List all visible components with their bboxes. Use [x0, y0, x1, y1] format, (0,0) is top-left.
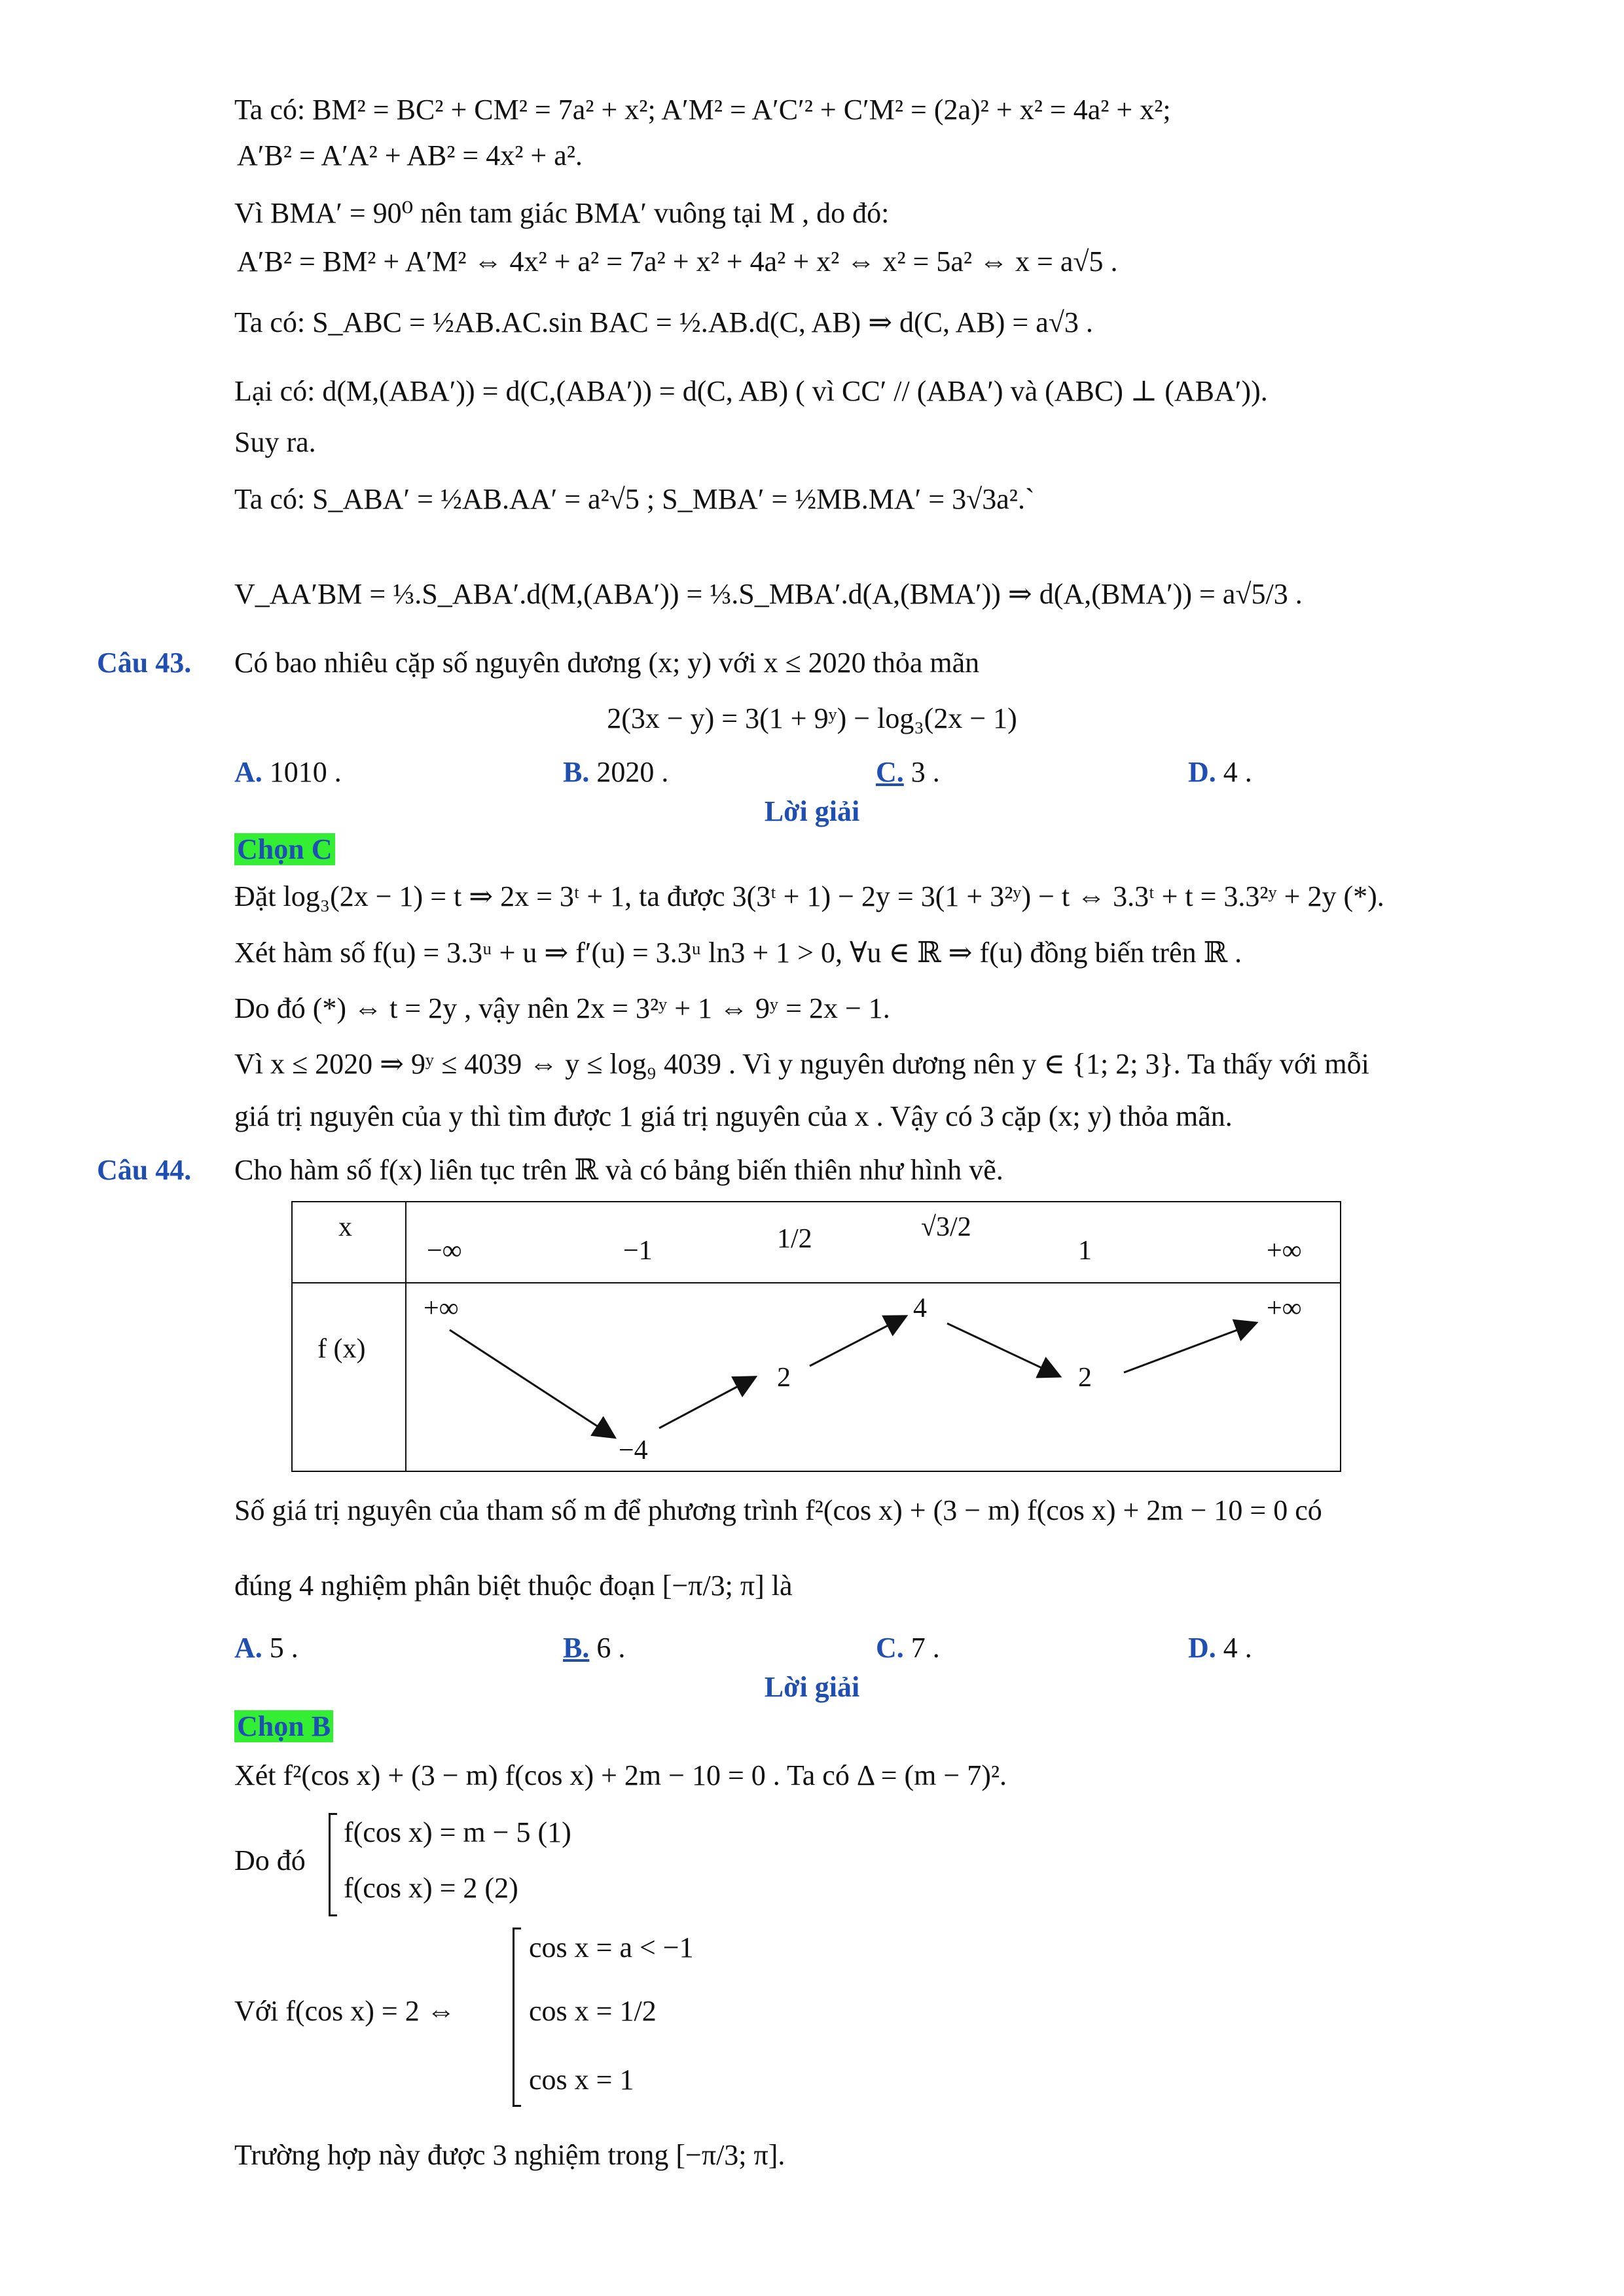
q44-case-2: f(cos x) = 2 (2) [344, 1872, 518, 1904]
f-value: +∞ [424, 1293, 459, 1323]
q44-step-4: Trường hợp này được 3 nghiệm trong [−π/3; π]. [234, 2139, 785, 2171]
option-label: B. [563, 756, 590, 788]
option-value: 6 . [596, 1632, 626, 1664]
option-label: C. [876, 756, 904, 788]
bracket [513, 1928, 521, 2107]
option-label: C. [876, 1632, 904, 1664]
q44-option-d[interactable] [1188, 1630, 1252, 1666]
q44-option-b[interactable] [563, 1630, 625, 1666]
solution-line-9: V_AA′BM = ⅓.S_ABA′.d(M,(ABA′)) = ⅓.S_MBA′.d(A,(BMA′)) ⇒ d(A,(BMA′)) = a√5/3 . [234, 578, 1303, 610]
x-value: √3/2 [921, 1212, 971, 1242]
option-value: 3 . [911, 756, 940, 788]
q43-option-c[interactable] [876, 754, 940, 791]
q44-case-1: f(cos x) = m − 5 (1) [344, 1816, 571, 1848]
q43-step-2: Xét hàm số f(u) = 3.3ᵘ + u ⇒ f′(u) = 3.3ᵘ ln3 + 1 > 0, ∀u ∈ ℝ ⇒ f(u) đồng biến trên ℝ . [234, 937, 1242, 969]
option-value: 4 . [1223, 756, 1252, 788]
bracket [329, 1813, 337, 1916]
q43-step-1: Đặt log₃(2x − 1) = t ⇒ 2x = 3ᵗ + 1, ta được 3(3ᵗ + 1) − 2y = 3(1 + 3²ʸ) − t ⇔ 3.3ᵗ + t = 3.3²ʸ + 2y (*). [234, 880, 1384, 912]
solution-line-2: A′B² = A′A² + AB² = 4x² + a². [237, 139, 583, 171]
variation-table [291, 1201, 1341, 1472]
q44-step-2-prefix: Do đó [234, 1844, 306, 1876]
table-row-x-label: x [338, 1212, 352, 1242]
q44-subcase-1: cos x = a < −1 [529, 1931, 694, 1964]
solution-line-3: Vì BMA′ = 90⁰ nên tam giác BMA′ vuông tại M , do đó: [234, 197, 890, 229]
q44-step-1: Xét f²(cos x) + (3 − m) f(cos x) + 2m − 10 = 0 . Ta có Δ = (m − 7)². [234, 1759, 1007, 1791]
option-value: 5 . [269, 1632, 298, 1664]
question-44-text: Cho hàm số f(x) liên tục trên ℝ và có bảng biến thiên như hình vẽ. [234, 1154, 1003, 1186]
f-value: −4 [619, 1435, 648, 1465]
f-value: 2 [1078, 1363, 1092, 1393]
option-label: A. [234, 756, 262, 788]
solution-line-1: Ta có: BM² = BC² + CM² = 7a² + x²; A′M² = A′C′² + C′M² = (2a)² + x² = 4a² + x²; [234, 94, 1171, 126]
q44-subcase-3: cos x = 1 [529, 2064, 634, 2096]
q43-step-5: giá trị nguyên của y thì tìm được 1 giá trị nguyên của x . Vậy có 3 cặp (x; y) thỏa mãn. [234, 1100, 1233, 1132]
x-value: 1/2 [777, 1224, 812, 1254]
option-value: 1010 . [269, 756, 342, 788]
q43-option-a[interactable] [234, 754, 342, 791]
solution-line-4: A′B² = BM² + A′M² ⇔ 4x² + a² = 7a² + x² + 4a² + x² ⇔ x² = 5a² ⇔ x = a√5 . [237, 245, 1118, 278]
option-value: 7 . [911, 1632, 940, 1664]
arrow-increase [810, 1317, 905, 1366]
arrow-increase [1124, 1323, 1255, 1372]
option-label: D. [1188, 1632, 1216, 1664]
q44-subcase-2: cos x = 1/2 [529, 1995, 657, 2027]
q43-step-4: Vì x ≤ 2020 ⇒ 9ʸ ≤ 4039 ⇔ y ≤ log₉ 4039 . Vì y nguyên dương nên y ∈ {1; 2; 3}. Ta thấy với mỗi [234, 1048, 1369, 1080]
q43-option-b[interactable] [563, 754, 668, 791]
question-43-label: Câu 43. [97, 647, 192, 679]
solution-line-5: Ta có: S_ABC = ½AB.AC.sin BAC = ½.AB.d(C, AB) ⇒ d(C, AB) = a√3 . [234, 306, 1093, 338]
f-value: +∞ [1267, 1293, 1302, 1323]
q44-chosen-answer: Chọn B [234, 1710, 333, 1742]
solution-line-6: Lại có: d(M,(ABA′)) = d(C,(ABA′)) = d(C, AB) ( vì CC′ // (ABA′) và (ABC) ⊥ (ABA′)). [234, 375, 1268, 407]
x-value: 1 [1078, 1236, 1092, 1266]
q43-option-d[interactable] [1188, 754, 1252, 791]
q44-statement-2: đúng 4 nghiệm phân biệt thuộc đoạn [−π/3; π] là [234, 1570, 793, 1602]
option-label: A. [234, 1632, 262, 1664]
q44-statement-1: Số giá trị nguyên của tham số m để phương trình f²(cos x) + (3 − m) f(cos x) + 2m − 10 = 0 có [234, 1494, 1322, 1526]
variation-arrows [293, 1202, 1340, 1471]
x-value: −∞ [427, 1236, 462, 1266]
question-43-text: Có bao nhiêu cặp số nguyên dương (x; y) với x ≤ 2020 thỏa mãn [234, 647, 980, 679]
q44-option-a[interactable] [234, 1630, 298, 1666]
x-value: +∞ [1267, 1236, 1302, 1266]
q43-step-3: Do đó (*) ⇔ t = 2y , vậy nên 2x = 3²ʸ + 1 ⇔ 9ʸ = 2x − 1. [234, 992, 890, 1024]
x-value: −1 [623, 1236, 653, 1266]
q44-step-3-prefix: Với f(cos x) = 2 ⇔ [234, 1995, 456, 2027]
arrow-decrease [947, 1323, 1058, 1376]
option-label: D. [1188, 756, 1216, 788]
arrow-increase [659, 1378, 754, 1428]
q43-chosen-answer: Chọn C [234, 833, 335, 865]
option-value: 4 . [1223, 1632, 1252, 1664]
q44-option-c[interactable] [876, 1630, 940, 1666]
f-value: 4 [913, 1293, 927, 1323]
option-value: 2020 . [596, 756, 669, 788]
arrow-decrease [450, 1330, 613, 1437]
question-43-equation: 2(3x − y) = 3(1 + 9ʸ) − log₃(2x − 1) [607, 702, 1017, 734]
solution-line-8: Ta có: S_ABA′ = ½AB.AA′ = a²√5 ; S_MBA′ = ½MB.MA′ = 3√3a².` [234, 483, 1035, 515]
table-row-fx-label: f (x) [317, 1334, 366, 1364]
q44-solution-heading: Lời giải [764, 1671, 860, 1703]
solution-line-7: Suy ra. [234, 426, 316, 458]
q43-solution-heading: Lời giải [764, 795, 860, 827]
f-value: 2 [777, 1363, 791, 1393]
option-label: B. [563, 1632, 590, 1664]
question-44-label: Câu 44. [97, 1154, 192, 1186]
